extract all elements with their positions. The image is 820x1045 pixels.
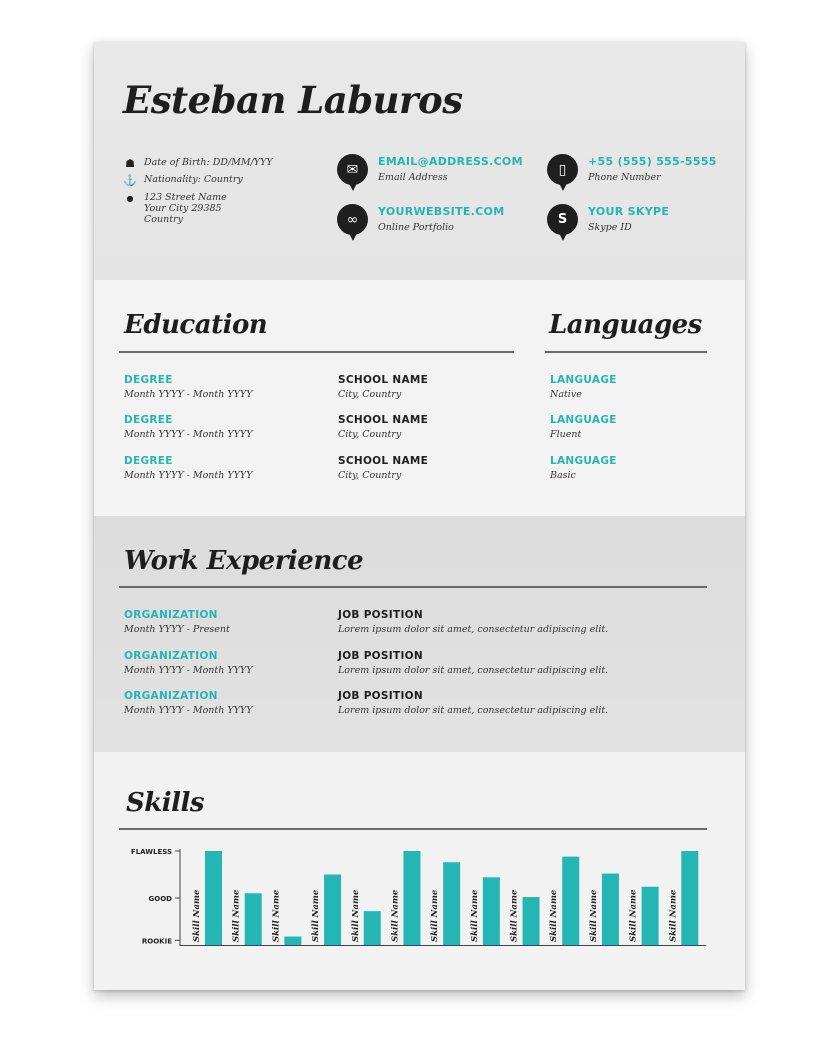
address-line-3: Country <box>144 214 183 225</box>
languages-title: Languages <box>549 310 702 340</box>
degree-label: DEGREE <box>124 414 173 426</box>
address-text <box>144 192 227 225</box>
skill-name-label: Skill Name <box>231 889 242 942</box>
work-org-2 <box>124 650 252 676</box>
organization-name: ORGANIZATION <box>124 690 218 702</box>
language-level: Native <box>550 389 582 400</box>
y-tick-label: GOOD <box>148 895 172 903</box>
skill-name-label: Skill Name <box>628 889 639 942</box>
school-location: City, Country <box>338 429 402 440</box>
skill-name-label: Skill Name <box>549 889 560 942</box>
degree-label: DEGREE <box>124 455 173 467</box>
skill-name-label: Skill Name <box>390 889 401 942</box>
education-title: Education <box>124 310 268 340</box>
education-school-1 <box>338 374 428 400</box>
email-label: Email Address <box>378 172 448 183</box>
job-description: Lorem ipsum dolor sit amet, consectetur adipiscing elit. <box>338 624 609 635</box>
languages-divider <box>545 351 707 353</box>
phone-icon: ▯ <box>547 154 578 185</box>
envelope-icon: ✉ <box>337 154 368 185</box>
address-row <box>123 192 227 225</box>
skill-name-label: Skill Name <box>271 889 282 942</box>
work-org-1 <box>124 609 230 635</box>
skill-name-label: Skill Name <box>430 889 441 942</box>
school-name: SCHOOL NAME <box>338 374 429 386</box>
skill-name-label: Skill Name <box>509 889 520 942</box>
degree-dates: Month YYYY - Month YYYY <box>124 389 253 400</box>
skills-divider <box>119 828 707 830</box>
skill-name-label: Skill Name <box>469 889 480 942</box>
anchor-icon: ⚓ <box>123 174 137 187</box>
skill-name-label: Skill Name <box>350 889 361 942</box>
degree-dates: Month YYYY - Month YYYY <box>124 429 253 440</box>
education-school-2 <box>338 414 428 440</box>
work-position-1 <box>338 609 608 635</box>
location-pin-icon: ● <box>126 194 134 203</box>
job-position: JOB POSITION <box>338 690 423 702</box>
school-location: City, Country <box>338 389 402 400</box>
skype-label: Skype ID <box>588 222 632 233</box>
degree-label: DEGREE <box>124 374 173 386</box>
organization-name: ORGANIZATION <box>124 609 218 621</box>
work-position-3 <box>338 690 608 716</box>
language-level: Fluent <box>550 429 582 440</box>
phone-value[interactable]: +55 (555) 555-5555 <box>588 155 717 168</box>
work-dates: Month YYYY - Month YYYY <box>124 665 253 676</box>
education-school-3 <box>338 455 428 481</box>
work-org-3 <box>124 690 252 716</box>
skill-name-label: Skill Name <box>192 889 202 942</box>
nationality-text: Nationality: Country <box>144 174 243 185</box>
address-line-2: Your City 29385 <box>144 203 222 214</box>
language-1 <box>550 374 617 400</box>
education-degree-2 <box>124 414 252 440</box>
skype-icon: S <box>547 204 578 235</box>
y-tick-label: FLAWLESS <box>130 848 172 856</box>
birth-date-text: Date of Birth: DD/MM/YYY <box>144 157 273 168</box>
language-name: LANGUAGE <box>550 374 617 386</box>
email-contact <box>337 154 523 185</box>
work-position-2 <box>338 650 608 676</box>
job-position: JOB POSITION <box>338 609 423 621</box>
birth-date-row <box>123 157 273 170</box>
work-divider <box>119 586 707 588</box>
skill-name-label: Skill Name <box>668 889 679 942</box>
language-3 <box>550 455 617 481</box>
job-description: Lorem ipsum dolor sit amet, consectetur adipiscing elit. <box>338 665 609 676</box>
website-value[interactable]: YOURWEBSITE.COM <box>378 205 505 218</box>
degree-dates: Month YYYY - Month YYYY <box>124 470 253 481</box>
work-dates: Month YYYY - Present <box>124 624 230 635</box>
work-dates: Month YYYY - Month YYYY <box>124 705 253 716</box>
school-name: SCHOOL NAME <box>338 414 429 426</box>
education-degree-1 <box>124 374 252 400</box>
skype-value[interactable]: YOUR SKYPE <box>588 205 670 218</box>
link-icon: ∞ <box>337 204 368 235</box>
education-degree-3 <box>124 455 252 481</box>
skype-contact <box>547 204 669 235</box>
nationality-row <box>123 174 243 187</box>
phone-contact <box>547 154 717 185</box>
school-location: City, Country <box>338 470 402 481</box>
work-title: Work Experience <box>124 546 364 576</box>
language-name: LANGUAGE <box>550 414 617 426</box>
y-tick-label: ROOKIE <box>141 937 172 946</box>
language-level: Basic <box>550 470 576 481</box>
resume-name: Esteban Laburos <box>123 78 463 122</box>
cake-icon: ☗ <box>125 157 135 170</box>
language-name: LANGUAGE <box>550 455 617 467</box>
email-value[interactable]: EMAIL@ADDRESS.COM <box>378 155 523 168</box>
website-contact <box>337 204 504 235</box>
school-name: SCHOOL NAME <box>338 455 429 467</box>
job-description: Lorem ipsum dolor sit amet, consectetur adipiscing elit. <box>338 705 609 716</box>
job-position: JOB POSITION <box>338 650 423 662</box>
skill-name-label: Skill Name <box>588 889 599 942</box>
website-label: Online Portfolio <box>378 222 454 233</box>
language-2 <box>550 414 617 440</box>
address-line-1: 123 Street Name <box>144 192 227 203</box>
phone-label: Phone Number <box>588 172 661 183</box>
organization-name: ORGANIZATION <box>124 650 218 662</box>
education-divider <box>119 351 514 353</box>
skill-name-label: Skill Name <box>311 889 322 942</box>
skills-title: Skills <box>126 788 205 818</box>
